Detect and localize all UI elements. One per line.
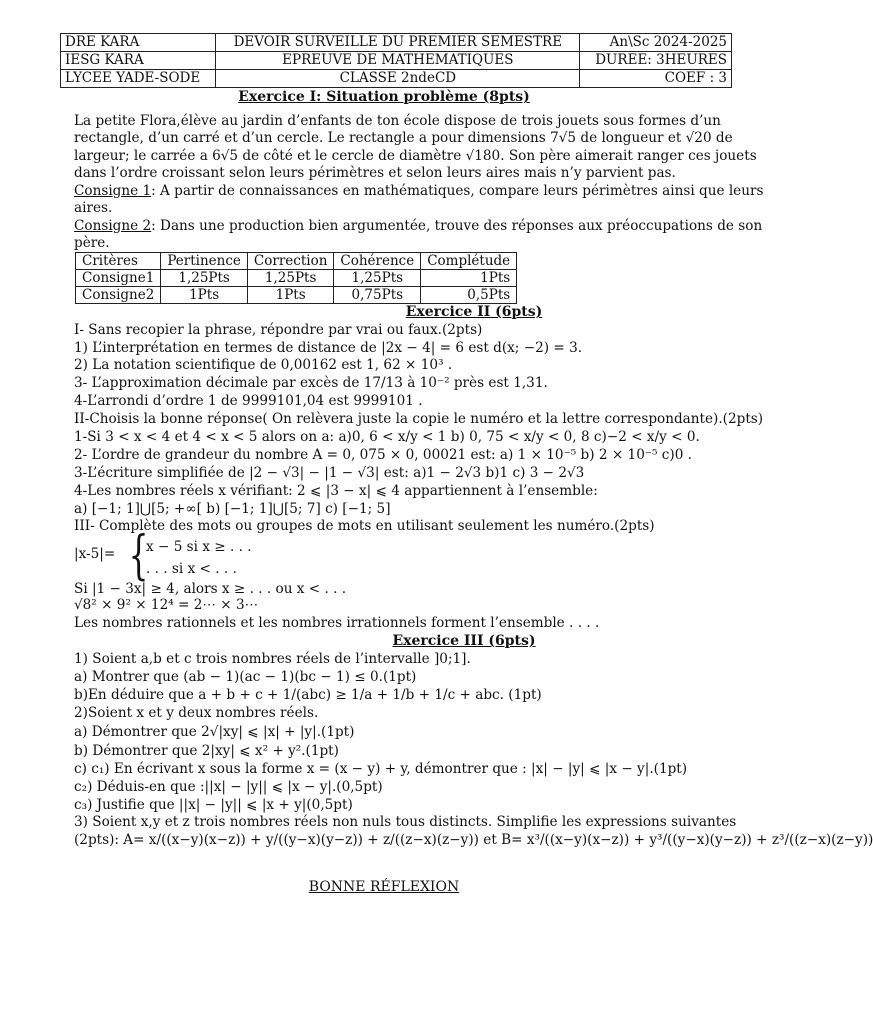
text-line: 3-L’écriture simplifiée de |2 − √3| − |1 − √3| est: a)1 − 2√3 b)1 c) 3 − 2√3 [74, 465, 585, 481]
criteria-cell: 1,25Pts [334, 270, 421, 287]
criteria-cell: Cohérence [334, 253, 421, 270]
text-line: |x-5|= [74, 546, 116, 562]
criteria-cell: Complétude [421, 253, 517, 270]
criteria-cell: 1Pts [421, 270, 517, 287]
criteria-cell: 0,75Pts [334, 287, 421, 304]
exercise-title: Exercice II (6pts) [405, 304, 543, 320]
criteria-row [76, 253, 517, 270]
criteria-cell: Pertinence [161, 253, 248, 270]
text-line: . . . si x < . . . [146, 561, 237, 577]
text-line: Les nombres rationnels et les nombres irrationnels forment l’ensemble . . . . [74, 615, 600, 631]
text-line: c₃) Justifie que ||x| − |y|| ⩽ |x + y|(0,5pt) [74, 797, 353, 813]
header-cell: An\Sc 2024-2025 [580, 34, 732, 52]
text-line: père. [74, 235, 110, 251]
text-line: Consigne 2: Dans une production bien argumentée, trouve des réponses aux préoccupations de son [74, 218, 763, 234]
criteria-cell: Consigne2 [76, 287, 161, 304]
criteria-cell: Correction [247, 253, 333, 270]
exercise-title: Exercice III (6pts) [392, 633, 536, 649]
criteria-cell: Critères [76, 253, 161, 270]
criteria-row [76, 287, 517, 304]
text-line: 1) Soient a,b et c trois nombres réels de l’intervalle ]0;1]. [74, 651, 471, 667]
criteria-cell: Consigne1 [76, 270, 161, 287]
text-line: I- Sans recopier la phrase, répondre par vrai ou faux.(2pts) [74, 322, 483, 338]
text-line: b) Démontrer que 2|xy| ⩽ x² + y².(1pt) [74, 743, 339, 759]
text-line: II-Choisis la bonne réponse( On relèvera juste la copie le numéro et la lettre correspondante).(2pts) [74, 411, 764, 427]
text-line: a) Montrer que (ab − 1)(ac − 1)(bc − 1) ≤ 0.(1pt) [74, 669, 417, 685]
text-line: 2- L’ordre de grandeur du nombre A = 0, 075 × 0, 00021 est: a) 1 × 10⁻⁵ b) 2 × 10⁻⁵ c)0 . [74, 447, 692, 463]
exercise-title: Exercice I: Situation problème (8pts) [238, 89, 530, 105]
text-line: (2pts): A= x/((x−y)(x−z)) + y/((y−x)(y−z)) + z/((z−x)(z−y)) et B= x³/((x−y)(x−z)) + y³/((y−x)(y−z)) + z³/((z−x)(z−y)) [74, 832, 873, 848]
header-cell: DUREE: 3HEURES [580, 52, 732, 70]
exam-header-table [60, 33, 732, 88]
text-line: 2) La notation scientifique de 0,00162 est 1, 62 × 10³ . [74, 357, 453, 373]
criteria-row [76, 270, 517, 287]
header-cell: CLASSE 2ndeCD [216, 70, 580, 88]
criteria-table [75, 252, 517, 304]
criteria-cell: 1Pts [247, 287, 333, 304]
text-line: 1-Si 3 < x < 4 et 4 < x < 5 alors on a: a)0, 6 < x/y < 1 b) 0, 75 < x/y < 0, 8 c)−2 < x/y < 0. [74, 429, 700, 445]
text-line: 4-Les nombres réels x vérifiant: 2 ⩽ |3 − x| ⩽ 4 appartiennent à l’ensemble: [74, 483, 598, 499]
text-line: √8² × 9² × 12⁴ = 2⋯ × 3⋯ [74, 597, 259, 613]
text-line: La petite Flora,élève au jardin d’enfants de ton école dispose de trois jouets sous formes d’un [74, 113, 721, 129]
header-row [61, 70, 732, 88]
header-cell: COEF : 3 [580, 70, 732, 88]
consigne-label: Consigne 2 [74, 218, 152, 234]
text-line: largeur; le carrée a 6√5 de côté et le cercle de diamètre √180. Son père aimerait ranger ces jouets [74, 148, 757, 164]
text-line: dans l’ordre croissant selon leurs périmètres et selon leurs aires mais n’y parvient pas. [74, 165, 676, 181]
criteria-cell: 0,5Pts [421, 287, 517, 304]
text-line: b)En déduire que a + b + c + 1/(abc) ≥ 1/a + 1/b + 1/c + abc. (1pt) [74, 687, 542, 703]
header-cell: EPREUVE DE MATHEMATIQUES [216, 52, 580, 70]
text-line: 4-L’arrondi d’ordre 1 de 9999101,04 est 9999101 . [74, 393, 423, 409]
text-line: a) Démontrer que 2√|xy| ⩽ |x| + |y|.(1pt) [74, 724, 355, 740]
header-cell: IESG KARA [61, 52, 216, 70]
text-line: rectangle, d’un carré et d’un cercle. Le rectangle a pour dimensions 7√5 de longueur et √20 de [74, 130, 733, 146]
closing-message: BONNE RÉFLEXION [308, 879, 460, 895]
criteria-cell: 1Pts [161, 287, 248, 304]
text-line: a) [−1; 1]⋃[5; +∞[ b) [−1; 1]⋃[5; 7] c) [−1; 5] [74, 501, 391, 517]
text-line: c) c₁) En écrivant x sous la forme x = (x − y) + y, démontrer que : |x| − |y| ⩽ |x − y|.(1pt) [74, 761, 688, 777]
text-line: x − 5 si x ≥ . . . [146, 539, 252, 555]
text-line: 3- L’approximation décimale par excès de 17/13 à 10⁻² près est 1,31. [74, 375, 548, 391]
consigne-label: Consigne 1 [74, 183, 152, 199]
text-line: 2)Soient x et y deux nombres réels. [74, 705, 319, 721]
criteria-cell: 1,25Pts [161, 270, 248, 287]
text-line: aires. [74, 200, 113, 216]
header-cell: LYCEE YADE-SODE [61, 70, 216, 88]
text-line: III- Complète des mots ou groupes de mots en utilisant seulement les numéro.(2pts) [74, 518, 655, 534]
text-line: 1) L’interprétation en termes de distance de |2x − 4| = 6 est d(x; −2) = 3. [74, 340, 583, 356]
header-row [61, 52, 732, 70]
text-line: 3) Soient x,y et z trois nombres réels non nuls tous distincts. Simplifie les expressions suivantes [74, 814, 737, 830]
piecewise-brace: { [128, 526, 149, 586]
criteria-cell: 1,25Pts [247, 270, 333, 287]
text-line: Si |1 − 3x| ≥ 4, alors x ≥ . . . ou x < . . . [74, 581, 347, 597]
header-row [61, 34, 732, 52]
header-cell: DEVOIR SURVEILLE DU PREMIER SEMESTRE [216, 34, 580, 52]
text-line: c₂) Déduis-en que :||x| − |y|| ⩽ |x − y|.(0,5pt) [74, 779, 383, 795]
header-cell: DRE KARA [61, 34, 216, 52]
text-line: Consigne 1: A partir de connaissances en mathématiques, compare leurs périmètres ainsi que leurs [74, 183, 764, 199]
